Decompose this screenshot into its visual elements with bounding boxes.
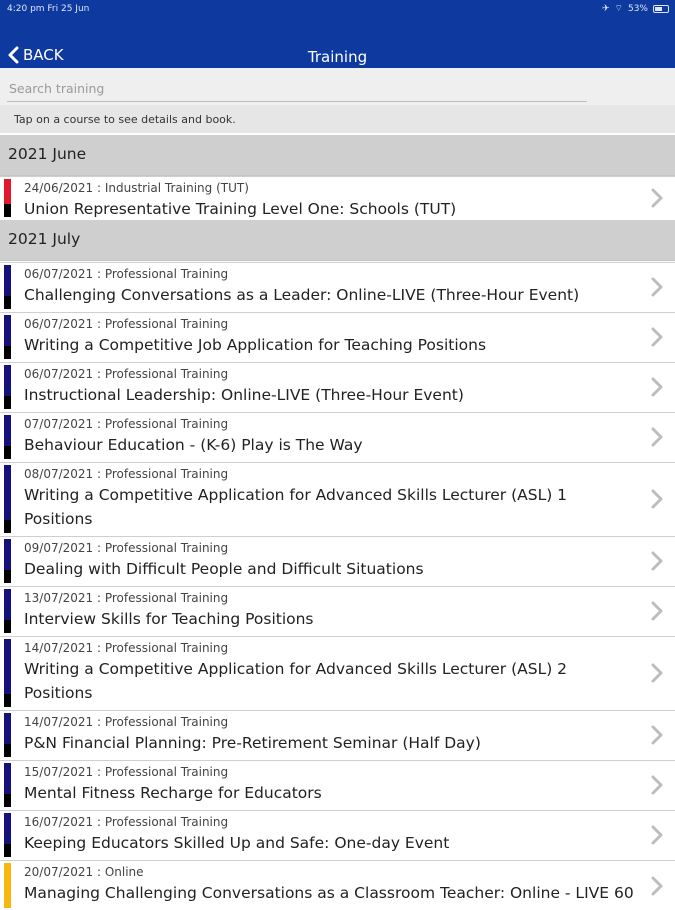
chevron-right-icon — [651, 327, 663, 347]
category-bar-cap — [4, 296, 11, 309]
chevron-right-icon — [651, 663, 663, 683]
course-meta: 06/07/2021 : Professional Training — [24, 267, 229, 281]
course-meta: 13/07/2021 : Professional Training — [24, 591, 229, 605]
chevron-right-icon — [651, 277, 663, 297]
battery-percent: 53% — [627, 3, 648, 14]
course-row[interactable] — [0, 462, 675, 535]
category-bar-cap — [4, 204, 11, 217]
category-bar-cap — [4, 570, 11, 583]
course-meta: 14/07/2021 : Professional Training — [24, 715, 229, 729]
category-bar-cap — [4, 794, 11, 807]
chevron-right-icon — [651, 377, 663, 397]
course-meta: 06/07/2021 : Professional Training — [24, 317, 229, 331]
course-title: Mental Fitness Recharge for Educators — [24, 784, 322, 802]
course-title: Behaviour Education - (K-6) Play is The Way — [24, 436, 363, 454]
category-bar-cap — [4, 346, 11, 359]
course-meta: 20/07/2021 : Online — [24, 865, 144, 879]
course-row[interactable] — [0, 586, 675, 635]
category-bar-cap — [4, 620, 11, 633]
category-bar-cap — [4, 520, 11, 533]
battery-icon — [653, 5, 669, 13]
course-meta: 09/07/2021 : Professional Training — [24, 541, 229, 555]
section-header: 2021 July — [0, 220, 675, 261]
course-title: Instructional Leadership: Online-LIVE (Three-Hour Event) — [24, 386, 464, 404]
course-row[interactable] — [0, 760, 675, 809]
chevron-right-icon — [651, 188, 663, 208]
category-bar-cap — [4, 446, 11, 459]
page-title: Training — [307, 48, 368, 66]
chevron-right-icon — [651, 551, 663, 571]
airplane-icon: ✈ — [601, 3, 610, 14]
course-meta: 24/06/2021 : Industrial Training (TUT) — [24, 181, 249, 195]
category-bar-cap — [4, 694, 11, 707]
nav-bar — [0, 40, 675, 68]
course-title: Writing a Competitive Application for Advanced Skills Lecturer (ASL) 1 Positions — [24, 486, 568, 528]
category-bar-cap — [4, 744, 11, 757]
status-bar — [0, 0, 675, 20]
course-row[interactable] — [0, 536, 675, 585]
course-row[interactable] — [0, 312, 675, 361]
category-color-bar — [4, 863, 11, 908]
course-title: Keeping Educators Skilled Up and Safe: One-day Event — [24, 834, 450, 852]
hint-text: Tap on a course to see details and book. — [0, 105, 675, 133]
search-bar — [0, 68, 675, 105]
section-header: 2021 June — [0, 135, 675, 176]
back-label: BACK — [23, 46, 64, 64]
chevron-right-icon — [651, 489, 663, 509]
course-row[interactable] — [0, 636, 675, 709]
chevron-right-icon — [651, 876, 663, 896]
course-title: Challenging Conversations as a Leader: Online-LIVE (Three-Hour Event) — [24, 286, 580, 304]
course-meta: 15/07/2021 : Professional Training — [24, 765, 229, 779]
course-title: Dealing with Difficult People and Difficult Situations — [24, 560, 424, 578]
course-title: Interview Skills for Teaching Positions — [24, 610, 314, 628]
chevron-right-icon — [651, 601, 663, 621]
course-title: Managing Challenging Conversations as a Classroom Teacher: Online - LIVE 60 — [24, 884, 634, 902]
chevron-right-icon — [651, 427, 663, 447]
course-meta: 06/07/2021 : Professional Training — [24, 367, 229, 381]
course-meta: 14/07/2021 : Professional Training — [24, 641, 229, 655]
chevron-right-icon — [651, 825, 663, 845]
course-title: Union Representative Training Level One: Schools (TUT) — [24, 200, 457, 218]
category-bar-cap — [4, 844, 11, 857]
course-title: P&N Financial Planning: Pre-Retirement Seminar (Half Day) — [24, 734, 481, 752]
course-row[interactable] — [0, 710, 675, 759]
course-row[interactable] — [0, 362, 675, 411]
course-row[interactable] — [0, 262, 675, 311]
course-title: Writing a Competitive Job Application for Teaching Positions — [24, 336, 487, 354]
course-meta: 16/07/2021 : Professional Training — [24, 815, 229, 829]
course-meta: 07/07/2021 : Professional Training — [24, 417, 229, 431]
course-row[interactable] — [0, 860, 675, 910]
search-input[interactable] — [7, 76, 587, 102]
category-bar-cap — [4, 396, 11, 409]
course-row[interactable] — [0, 176, 675, 219]
course-row[interactable] — [0, 810, 675, 859]
chevron-right-icon — [651, 775, 663, 795]
status-time: 4:20 pm Fri 25 Jun — [7, 4, 90, 14]
chevron-right-icon — [651, 725, 663, 745]
status-right — [602, 3, 669, 14]
course-meta: 08/07/2021 : Professional Training — [24, 467, 229, 481]
course-row[interactable] — [0, 412, 675, 461]
wifi-icon: ⌔ — [614, 4, 623, 14]
course-title: Writing a Competitive Application for Advanced Skills Lecturer (ASL) 2 Positions — [24, 660, 568, 702]
app-header — [0, 0, 675, 68]
